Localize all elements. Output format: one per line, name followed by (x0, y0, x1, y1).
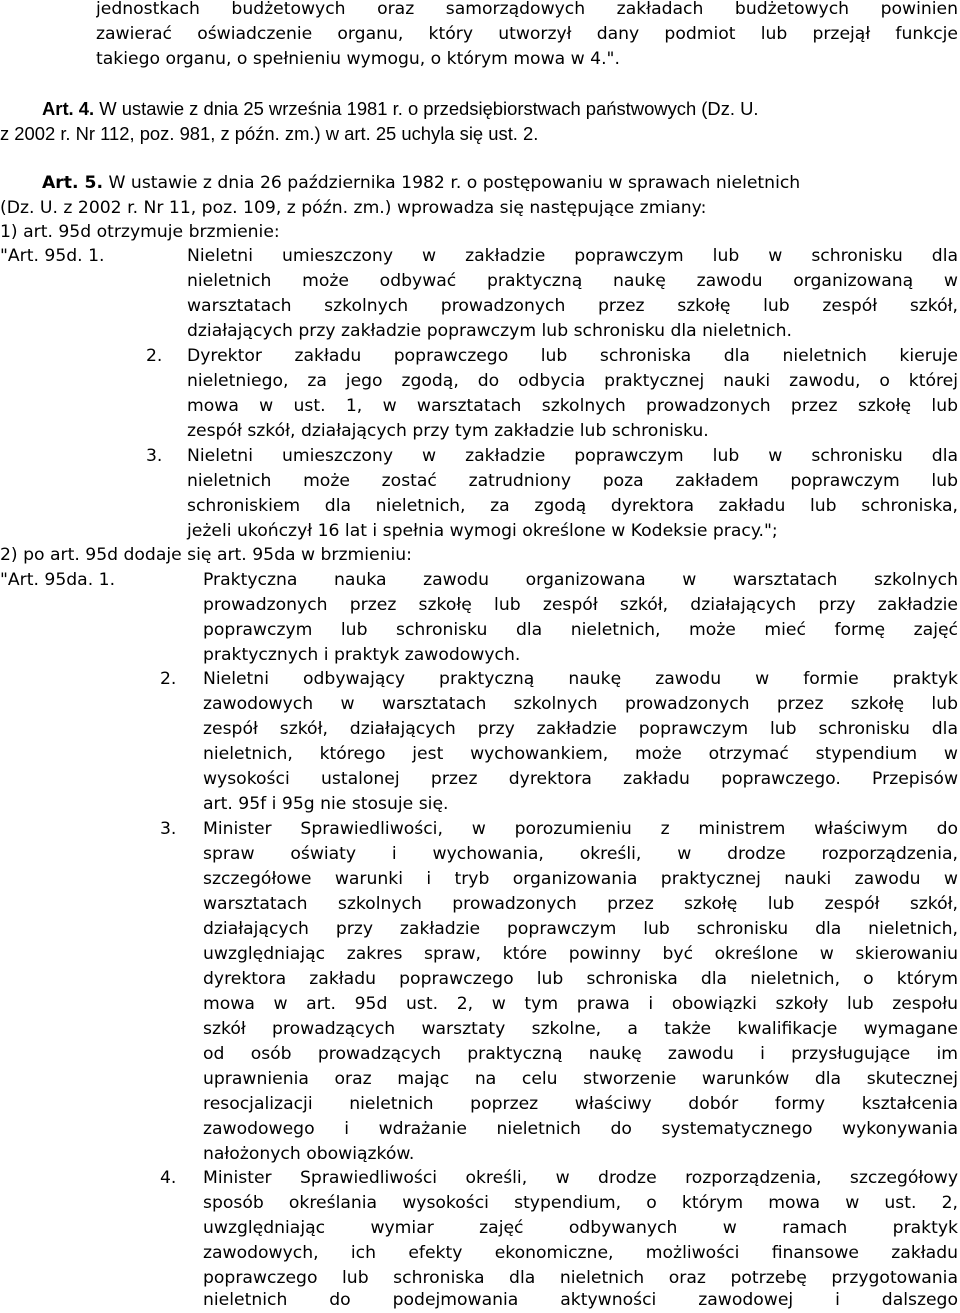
art-95d-p2-line: mowa w ust. 1, w warsztatach szkolnych prowadzonych przez szkołę lub (187, 396, 958, 416)
art-4-line: z 2002 r. Nr 112, poz. 981, z późn. zm.) w art. 25 uchyla się ust. 2. (0, 123, 539, 144)
art-95d-p3-line: schroniskiem dla nieletnich, za zgodą dyrektora zakładu lub schroniska, (187, 496, 958, 516)
art-95d-n2: 2. (146, 346, 163, 366)
art-95da-p3-line: dyrektora zakładu poprawczego lub schroniska dla nieletnich, o którym (203, 969, 958, 989)
art-95da-p3-line: resocjalizacji nieletnich poprzez właściwy dobór formy kształcenia (203, 1094, 958, 1114)
art-95da-label: "Art. 95da. 1. (0, 570, 116, 590)
art-95d-n3: 3. (146, 446, 163, 466)
art-95d-p3-line: jeżeli ukończył 16 lat i spełnia wymogi określone w Kodeksie pracy."; (187, 521, 778, 541)
art-95d-p3-line: Nieletni umieszczony w zakładzie poprawczym lub w schronisku dla (187, 446, 958, 466)
art-95d-p1-line: działających przy zakładzie poprawczym lub schronisku dla nieletnich. (187, 321, 792, 341)
intro-line: takiego organu, o spełnieniu wymogu, o którym mowa w 4.". (96, 49, 620, 69)
art-95da-p3-line: uwzględniając zakres spraw, które powinny być określone w skierowaniu (203, 944, 958, 964)
art-95da-n4: 4. (160, 1168, 177, 1188)
art-95da-n3: 3. (160, 819, 177, 839)
art-95da-p3-line: od osób prowadzących praktyczną naukę zawodu i przysługujące im (203, 1044, 958, 1064)
art-5-line: Art. 5. W ustawie z dnia 26 października 1982 r. o postępowaniu w sprawach nieletnich (42, 173, 801, 193)
art-95da-n2: 2. (160, 669, 177, 689)
art-95d-p2-line: zespół szkół, działających przy tym zakładzie lub schronisku. (187, 421, 709, 441)
art-95d-p1-line: warsztatach szkolnych prowadzonych przez szkołę lub zespół szkół, (187, 296, 958, 316)
art-95da-p2-line: zawodowych w warsztatach szkolnych prowadzonych przez szkołę lub (203, 694, 958, 714)
point-1: 1) art. 95d otrzymuje brzmienie: (0, 222, 280, 242)
art-95da-p4-line: nieletnich do podejmowania aktywności zawodowej i dalszego (203, 1290, 958, 1310)
art-95da-p4-line: uwzględniając wymiar zajęć odbywanych w ramach praktyk (203, 1218, 958, 1238)
art-95d-p1-line: nieletnich może odbywać praktyczną naukę zawodu organizowaną w (187, 271, 958, 291)
art-5-line: (Dz. U. z 2002 r. Nr 11, poz. 109, z późn. zm.) wprowadza się następujące zmiany: (0, 198, 707, 218)
art-95da-p4-line: zawodowych, ich efekty ekonomiczne, możliwości finansowe zakładu (203, 1243, 958, 1263)
art-95da-p2-line: art. 95f i 95g nie stosuje się. (203, 794, 449, 814)
art-95da-p3-line: uprawnienia oraz mając na celu stworzenie warunków dla skutecznej (203, 1069, 958, 1089)
intro-line: jednostkach budżetowych oraz samorządowych zakładach budżetowych powinien (96, 0, 958, 19)
art-95da-p1-line: poprawczym lub schronisku dla nieletnich, może mieć formę zajęć (203, 620, 958, 640)
art-95da-p3-line: spraw oświaty i wychowania, określi, w drodze rozporządzenia, (203, 844, 958, 864)
art-95da-p2-line: Nieletni odbywający praktyczną naukę zawodu w formie praktyk (203, 669, 958, 689)
art-4-label: Art. 4. (42, 98, 95, 119)
art-4-line: Art. 4. W ustawie z dnia 25 września 1981 r. o przedsiębiorstwach państwowych (Dz. U. (42, 98, 759, 119)
art-95d-p1-line: Nieletni umieszczony w zakładzie poprawczym lub w schronisku dla (187, 246, 958, 266)
art-95da-p4-line: poprawczego lub schroniska dla nieletnich oraz potrzebę przygotowania (203, 1268, 958, 1288)
art-95da-p3-line: warsztatach szkolnych prowadzonych przez szkołę lub zespół szkół, (203, 894, 958, 914)
art-95da-p3-line: szczegółowe warunki i tryb organizowania praktycznej nauki zawodu w (203, 869, 958, 889)
art-95da-p1-line: prowadzonych przez szkołę lub zespół szkół, działających przy zakładzie (203, 595, 958, 615)
art-95da-p1-line: Praktyczna nauka zawodu organizowana w warsztatach szkolnych (203, 570, 958, 590)
art-95da-p3-line: szkół prowadzących warsztaty szkolne, a także kwalifikacje wymagane (203, 1019, 958, 1039)
art-95da-p3-line: zawodowego i wdrażanie nieletnich do systematycznego wykonywania (203, 1119, 958, 1139)
art-95d-p3-line: nieletnich może zostać zatrudniony poza zakładem poprawczym lub (187, 471, 958, 491)
art-95da-p2-line: wysokości ustalonej przez dyrektora zakładu poprawczego. Przepisów (203, 769, 958, 789)
art-95da-p4-line: Minister Sprawiedliwości określi, w drodze rozporządzenia, szczegółowy (203, 1168, 958, 1188)
art-95da-p3-line: nałożonych obowiązków. (203, 1144, 415, 1164)
art-95da-p2-line: zespół szkół, działających przy zakładzie poprawczym lub schronisku dla (203, 719, 958, 739)
art-95da-p3-line: działających przy zakładzie poprawczym lub schronisku dla nieletnich, (203, 919, 958, 939)
art-95da-p4-line: sposób określania wysokości stypendium, o którym mowa w ust. 2, (203, 1193, 958, 1213)
art-95da-p1-line: praktycznych i praktyk zawodowych. (203, 645, 521, 665)
point-2: 2) po art. 95d dodaje się art. 95da w brzmieniu: (0, 545, 412, 565)
intro-line: zawierać oświadczenie organu, który utworzył dany podmiot lub przejął funkcje (96, 24, 958, 44)
art-95da-p3-line: Minister Sprawiedliwości, w porozumieniu z ministrem właściwym do (203, 819, 958, 839)
art-95da-p3-line: mowa w art. 95d ust. 2, w tym prawa i obowiązki szkoły lub zespołu (203, 994, 958, 1014)
art-95d-p2-line: Dyrektor zakładu poprawczego lub schroniska dla nieletnich kieruje (187, 346, 958, 366)
art-95d-p2-line: nieletniego, za jego zgodą, do odbycia praktycznej nauki zawodu, o której (187, 371, 958, 391)
art-95d-label: "Art. 95d. 1. (0, 246, 105, 266)
art-95da-p2-line: nieletnich, którego jest wychowankiem, może otrzymać stypendium w (203, 744, 958, 764)
art-5-label: Art. 5. (42, 173, 103, 193)
